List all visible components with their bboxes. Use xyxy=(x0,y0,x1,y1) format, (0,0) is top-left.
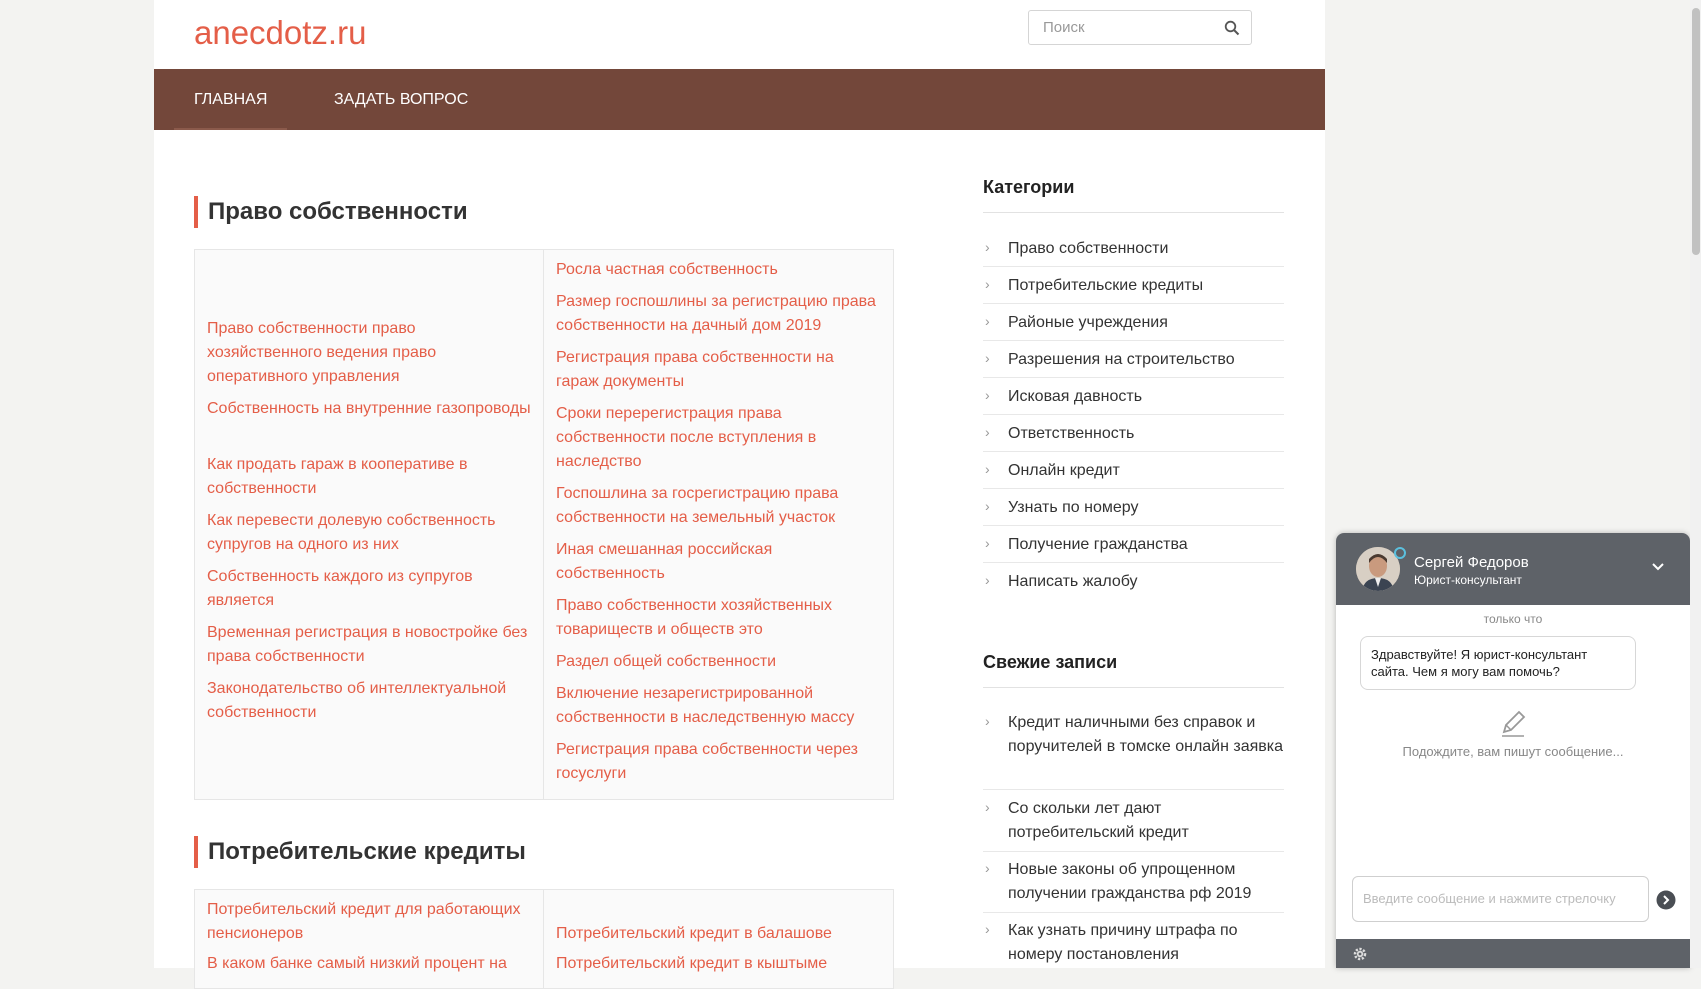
chat-input-box xyxy=(1352,876,1649,922)
category-item[interactable] xyxy=(983,237,1284,267)
chevron-right-icon: › xyxy=(985,239,990,255)
post-link[interactable]: В каком банке самый низкий процент на xyxy=(207,955,507,972)
chevron-right-icon: › xyxy=(985,713,990,729)
recent-item[interactable] xyxy=(983,919,1284,968)
category-item[interactable] xyxy=(983,422,1284,452)
post-link[interactable]: Включение незарегистрированной собственности в наследственную массу xyxy=(556,685,855,726)
post-link[interactable]: Как перевести долевую собственность супругов на одного из них xyxy=(207,512,496,553)
chat-footer xyxy=(1336,939,1690,968)
chevron-right-icon: › xyxy=(985,350,990,366)
category-item[interactable] xyxy=(983,348,1284,378)
recent-label: Новые законы об упрощенном получении гражданства рф 2019 xyxy=(1008,861,1252,902)
post-link[interactable]: Иная смешанная российская собственность xyxy=(556,541,773,582)
typing-indicator: Подождите, вам пишут сообщение... xyxy=(1402,744,1624,759)
category-label: Право собственности xyxy=(1008,240,1169,257)
post-link[interactable]: Собственность каждого из супругов является xyxy=(207,568,473,609)
category-item[interactable] xyxy=(983,274,1284,304)
post-link[interactable]: Сроки перерегистрация права собственности после вступления в наследство xyxy=(556,405,817,470)
search-box xyxy=(1028,10,1252,45)
post-link[interactable]: Право собственности право хозяйственного ведения право оперативного управления xyxy=(207,320,437,385)
post-link[interactable]: Потребительский кредит в балашове xyxy=(556,925,832,942)
post-link[interactable]: Регистрация права собственности на гараж документы xyxy=(556,349,834,390)
post-column xyxy=(544,890,893,988)
chevron-right-icon: › xyxy=(985,799,990,815)
pencil-icon xyxy=(1496,706,1530,740)
nav-item-home[interactable]: ГЛАВНАЯ xyxy=(174,69,287,130)
post-link[interactable]: Как продать гараж в кооперативе в собственности xyxy=(207,456,468,497)
main-nav xyxy=(154,69,1325,130)
recent-item[interactable] xyxy=(983,797,1284,852)
chevron-right-icon: › xyxy=(985,276,990,292)
category-label: Исковая давность xyxy=(1008,388,1143,405)
message-time: только что xyxy=(1483,612,1543,626)
post-column xyxy=(544,250,893,799)
post-link[interactable]: Законодательство об интеллектуальной собственности xyxy=(207,680,507,721)
chevron-right-icon: › xyxy=(985,535,990,551)
section-title: Право собственности xyxy=(194,196,468,228)
category-label: Ответственность xyxy=(1008,425,1135,442)
chat-message-input[interactable] xyxy=(1353,877,1653,919)
chat-widget xyxy=(1336,533,1690,968)
chevron-right-icon: › xyxy=(985,387,990,403)
recent-item[interactable] xyxy=(983,858,1284,913)
nav-item-ask-question[interactable]: ЗАДАТЬ ВОПРОС xyxy=(334,91,469,108)
chevron-right-icon: › xyxy=(985,461,990,477)
message-bubble: Здравствуйте! Я юрист-консультант сайта. Чем я могу вам помочь? xyxy=(1360,636,1636,690)
chevron-right-icon: › xyxy=(985,860,990,876)
category-item[interactable] xyxy=(983,533,1284,563)
post-grid xyxy=(194,889,894,989)
post-link[interactable]: Потребительский кредит для работающих пенсионеров xyxy=(207,901,521,942)
chevron-right-icon: › xyxy=(985,572,990,588)
site-logo[interactable]: anecdotz.ru xyxy=(194,14,367,51)
post-link[interactable]: Собственность на внутренние газопроводы xyxy=(207,400,531,417)
post-link[interactable]: Регистрация права собственности через госуслуги xyxy=(556,741,859,782)
recent-item[interactable] xyxy=(983,711,1284,790)
category-item[interactable] xyxy=(983,385,1284,415)
category-label: Потребительские кредиты xyxy=(1008,277,1204,294)
category-label: Получение гражданства xyxy=(1008,536,1188,553)
post-link[interactable]: Временная регистрация в новостройке без права собственности xyxy=(207,624,528,665)
post-grid xyxy=(194,249,894,800)
agent-role: Юрист-консультант xyxy=(1414,573,1522,587)
recent-label: Как узнать причину штрафа по номеру постановления xyxy=(1008,922,1238,963)
post-column xyxy=(195,250,544,799)
agent-name: Сергей Федоров xyxy=(1414,554,1529,571)
post-column xyxy=(195,890,544,988)
category-label: Узнать по номеру xyxy=(1008,499,1139,516)
chevron-down-icon[interactable] xyxy=(1650,559,1666,575)
send-arrow-icon[interactable] xyxy=(1656,890,1676,910)
category-label: Написать жалобу xyxy=(1008,573,1138,590)
search-input[interactable] xyxy=(1029,11,1237,44)
post-link[interactable]: Раздел общей собственности xyxy=(556,653,777,670)
categories-title: Категории xyxy=(983,177,1284,213)
category-label: Районые учреждения xyxy=(1008,314,1168,331)
post-link[interactable]: Росла частная собственность xyxy=(556,261,778,278)
chat-header[interactable] xyxy=(1336,533,1690,605)
category-item[interactable] xyxy=(983,459,1284,489)
chevron-right-icon: › xyxy=(985,313,990,329)
category-item[interactable] xyxy=(983,311,1284,341)
post-link[interactable]: Право собственности хозяйственных товариществ и обществ это xyxy=(556,597,833,638)
post-link[interactable]: Потребительский кредит в кыштыме xyxy=(556,955,828,972)
page xyxy=(154,0,1325,972)
category-item[interactable] xyxy=(983,570,1284,600)
scrollbar-thumb[interactable] xyxy=(1692,8,1700,255)
post-link[interactable]: Госпошлина за госрегистрацию права собственности на земельный участок xyxy=(556,485,839,526)
category-item[interactable] xyxy=(983,496,1284,526)
search-icon[interactable] xyxy=(1224,20,1240,36)
online-status-icon xyxy=(1394,547,1406,559)
section-title: Потребительские кредиты xyxy=(194,836,526,868)
chevron-right-icon: › xyxy=(985,498,990,514)
category-label: Онлайн кредит xyxy=(1008,462,1120,479)
chevron-right-icon: › xyxy=(985,921,990,937)
gear-icon[interactable] xyxy=(1352,946,1368,962)
recent-title: Свежие записи xyxy=(983,652,1284,688)
category-label: Разрешения на строительство xyxy=(1008,351,1235,368)
chevron-right-icon: › xyxy=(985,424,990,440)
recent-label: Кредит наличными без справок и поручителей в томске онлайн заявка xyxy=(1008,714,1284,755)
recent-label: Со скольки лет дают потребительский кредит xyxy=(1008,800,1189,841)
post-link[interactable]: Размер госпошлины за регистрацию права собственности на дачный дом 2019 xyxy=(556,293,876,334)
